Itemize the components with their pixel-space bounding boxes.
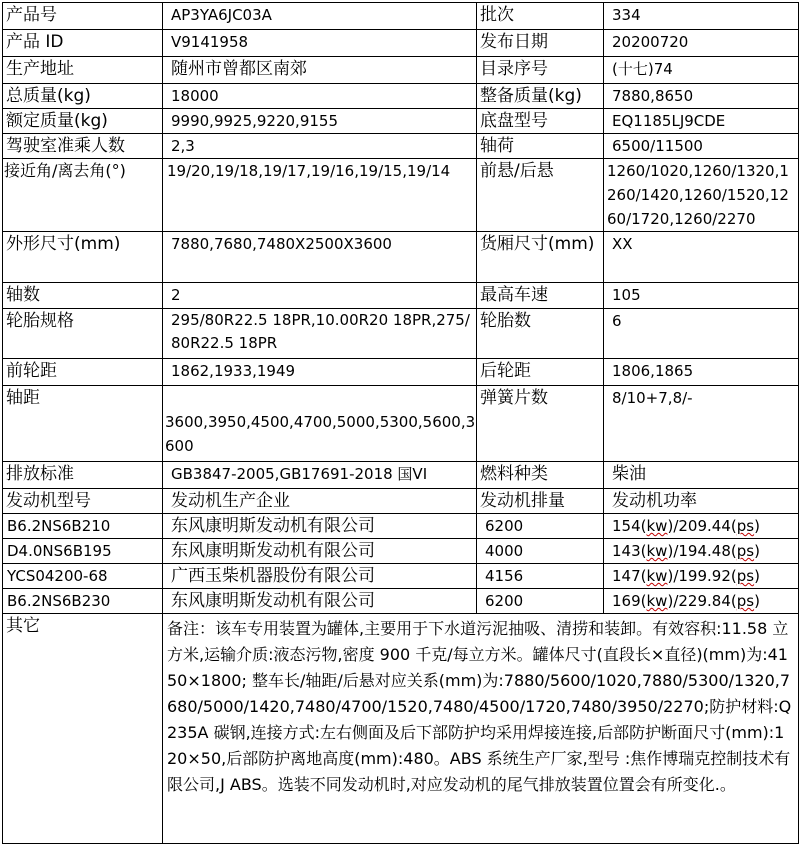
wheelbase-label: 轴距 xyxy=(3,386,163,462)
curb-mass-label: 整备质量(kg) xyxy=(477,84,604,109)
axle-load-label: 轴荷 xyxy=(477,134,604,159)
tire-count-value: 6 xyxy=(604,309,799,359)
unit-ps: ps xyxy=(736,517,755,535)
emission-value: GB3847-2005,GB17691-2018 国VI xyxy=(163,462,477,489)
chassis-label: 底盘型号 xyxy=(477,109,604,134)
rated-mass-value: 9990,9925,9220,9155 xyxy=(163,109,477,134)
engine-maker: 东风康明斯发动机有限公司 xyxy=(163,539,477,564)
overhang-value: 1260/1020,1260/1320,1260/1420,1260/1520,1260/1720,1260/2270 xyxy=(604,159,799,232)
engine-model: B6.2NS6B210 xyxy=(3,514,163,539)
engine-power-ps: 209.44 xyxy=(678,517,731,535)
engine-row xyxy=(3,589,799,614)
engine-maker: 东风康明斯发动机有限公司 xyxy=(163,514,477,539)
vehicle-spec-table xyxy=(2,2,799,844)
product-id-label: 产品 ID xyxy=(3,30,163,57)
release-date-value: 20200720 xyxy=(604,30,799,57)
engine-power-ps: 199.92 xyxy=(678,567,731,585)
engine-maker-header: 发动机生产企业 xyxy=(163,489,477,514)
total-mass-label: 总质量(kg) xyxy=(3,84,163,109)
tire-count-label: 轮胎数 xyxy=(477,309,604,359)
cargo-value: XX xyxy=(604,232,799,283)
other-label: 其它 xyxy=(3,614,163,844)
tire-spec-label: 轮胎规格 xyxy=(3,309,163,359)
rated-mass-label: 额定质量(kg) xyxy=(3,109,163,134)
unit-kw: kw xyxy=(646,517,668,535)
engine-maker: 东风康明斯发动机有限公司 xyxy=(163,589,477,614)
engine-power-header: 发动机功率 xyxy=(604,489,799,514)
product-no-value: AP3YA6JC03A xyxy=(163,3,477,30)
catalog-value: (十七)74 xyxy=(604,57,799,84)
engine-row xyxy=(3,564,799,589)
engine-power-kw: 147 xyxy=(612,567,641,585)
curb-mass-value: 7880,8650 xyxy=(604,84,799,109)
engine-power: 147(kw)/199.92(ps) xyxy=(604,564,799,589)
angle-label: 接近角/离去角(°) xyxy=(3,159,163,232)
engine-model-header: 发动机型号 xyxy=(3,489,163,514)
engine-displacement: 4000 xyxy=(477,539,604,564)
unit-kw: kw xyxy=(646,592,668,610)
springs-value: 8/10+7,8/- xyxy=(604,386,799,462)
wheelbase-value: 3600,3950,4500,4700,5000,5300,5600,3600 xyxy=(163,386,477,462)
cargo-label: 货厢尺寸(mm) xyxy=(477,232,604,283)
max-speed-label: 最高车速 xyxy=(477,283,604,309)
cab-label: 驾驶室准乘人数 xyxy=(3,134,163,159)
max-speed-value: 105 xyxy=(604,283,799,309)
engine-row xyxy=(3,514,799,539)
rear-track-value: 1806,1865 xyxy=(604,359,799,386)
axles-value: 2 xyxy=(163,283,477,309)
engine-model: YCS04200-68 xyxy=(3,564,163,589)
front-track-label: 前轮距 xyxy=(3,359,163,386)
engine-row xyxy=(3,539,799,564)
engine-displacement-header: 发动机排量 xyxy=(477,489,604,514)
engine-displacement: 4156 xyxy=(477,564,604,589)
rear-track-label: 后轮距 xyxy=(477,359,604,386)
engine-power-ps: 194.48 xyxy=(678,542,731,560)
engine-model: D4.0NS6B195 xyxy=(3,539,163,564)
fuel-value: 柴油 xyxy=(604,462,799,489)
batch-value: 334 xyxy=(604,3,799,30)
engine-maker: 广西玉柴机器股份有限公司 xyxy=(163,564,477,589)
engine-displacement: 6200 xyxy=(477,589,604,614)
other-remarks: 备注：该车专用装置为罐体,主要用于下水道污泥抽吸、清捞和装卸。有效容积:11.58 立方米,运输介质:液态污物,密度 900 千克/每立方米。罐体尺寸(直段长×直径)(mm)为:4150×1800; 整车长/轴距/后悬对应关系(mm)为:7880/5600/1020,7880/5300/1320,7680/5000/1420,7480/4700/1520,7480/4500/1720,7480/3950/2270;防护材料:Q235A 碳钢,连接方式:左右侧面及后下部防护均采用焊接连接,后部防护断面尺寸(mm):120×50,后部防护离地高度(mm):480。ABS 系统生产厂家,型号 :焦作博瑞克控制技术有限公司,J ABS。选装不同发动机时,对应发动机的尾气排放装置位置会有所变化.。 xyxy=(163,614,799,844)
engine-model: B6.2NS6B230 xyxy=(3,589,163,614)
axles-label: 轴数 xyxy=(3,283,163,309)
emission-label: 排放标准 xyxy=(3,462,163,489)
springs-label: 弹簧片数 xyxy=(477,386,604,462)
tire-spec-value: 295/80R22.5 18PR,10.00R20 18PR,275/80R22.5 18PR xyxy=(163,309,477,359)
cab-value: 2,3 xyxy=(163,134,477,159)
angle-value: 19/20,19/18,19/17,19/16,19/15,19/14 xyxy=(163,159,477,232)
release-date-label: 发布日期 xyxy=(477,30,604,57)
front-track-value: 1862,1933,1949 xyxy=(163,359,477,386)
dims-label: 外形尺寸(mm) xyxy=(3,232,163,283)
unit-kw: kw xyxy=(646,542,668,560)
dims-value: 7880,7680,7480X2500X3600 xyxy=(163,232,477,283)
product-no-label: 产品号 xyxy=(3,3,163,30)
engine-power: 169(kw)/229.84(ps) xyxy=(604,589,799,614)
total-mass-value: 18000 xyxy=(163,84,477,109)
origin-label: 生产地址 xyxy=(3,57,163,84)
engine-power-kw: 143 xyxy=(612,542,641,560)
engine-power-kw: 169 xyxy=(612,592,641,610)
origin-value: 随州市曾都区南郊 xyxy=(163,57,477,84)
overhang-label: 前悬/后悬 xyxy=(477,159,604,232)
unit-ps: ps xyxy=(736,567,755,585)
engine-power: 154(kw)/209.44(ps) xyxy=(604,514,799,539)
axle-load-value: 6500/11500 xyxy=(604,134,799,159)
product-id-value: V9141958 xyxy=(163,30,477,57)
chassis-value: EQ1185LJ9CDE xyxy=(604,109,799,134)
catalog-label: 目录序号 xyxy=(477,57,604,84)
engine-displacement: 6200 xyxy=(477,514,604,539)
engine-power-ps: 229.84 xyxy=(678,592,731,610)
unit-ps: ps xyxy=(736,542,755,560)
engine-power: 143(kw)/194.48(ps) xyxy=(604,539,799,564)
unit-ps: ps xyxy=(736,592,755,610)
fuel-label: 燃料种类 xyxy=(477,462,604,489)
engine-power-kw: 154 xyxy=(612,517,641,535)
unit-kw: kw xyxy=(646,567,668,585)
batch-label: 批次 xyxy=(477,3,604,30)
